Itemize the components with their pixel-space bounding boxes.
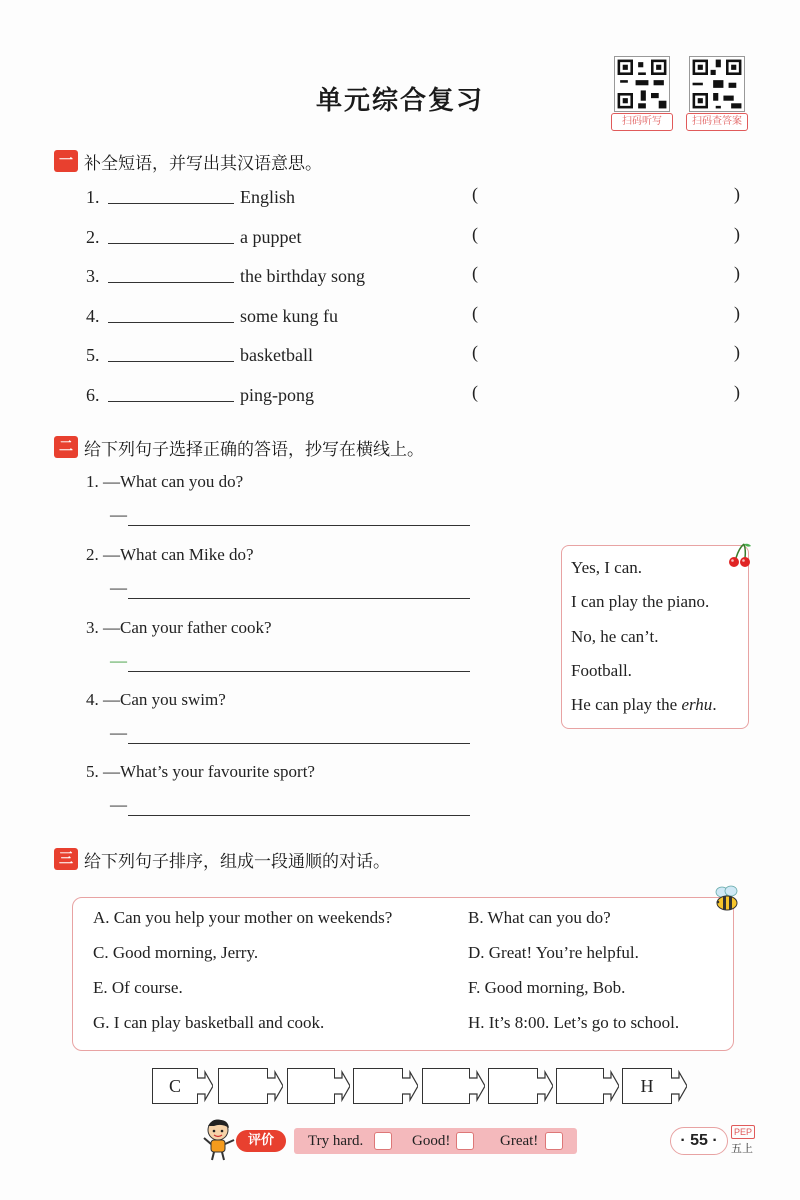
page-title: 单元综合复习	[315, 86, 484, 116]
paren-close: )	[734, 342, 740, 362]
question	[86, 618, 272, 638]
section-2-header	[54, 434, 424, 460]
order-box-8[interactable]: H	[622, 1068, 672, 1104]
fill-blank[interactable]	[108, 282, 234, 283]
phrase-text: some kung fu	[240, 306, 338, 326]
question-text: —Can you swim?	[103, 690, 226, 709]
answer-dash: —	[110, 723, 127, 742]
item-number: 4.	[86, 306, 100, 326]
arrow-right-icon	[603, 1068, 619, 1104]
question	[86, 762, 315, 782]
question	[86, 545, 254, 565]
answer-dash: —	[110, 578, 127, 597]
phrase-text: ping-pong	[240, 385, 314, 405]
arrow-right-icon	[402, 1068, 418, 1104]
arrow-right-icon	[537, 1068, 553, 1104]
evaluation-bar	[294, 1128, 577, 1154]
evaluation-label: 评价	[236, 1130, 286, 1152]
paren-close: )	[734, 224, 740, 244]
paren-close: )	[734, 382, 740, 402]
question-text: —What can you do?	[103, 472, 244, 491]
qr-code-dictation[interactable]	[614, 56, 670, 112]
phrase-text: the birthday song	[240, 266, 365, 286]
eval-option-try-hard: Try hard.	[308, 1133, 364, 1149]
question	[86, 690, 226, 710]
paren-open: (	[472, 382, 478, 402]
eval-checkbox-try-hard[interactable]	[374, 1132, 392, 1150]
item-number: 3.	[86, 618, 99, 637]
order-box-5[interactable]	[422, 1068, 470, 1104]
question-text: —Can your father cook?	[103, 618, 272, 637]
section-badge: 三	[54, 848, 78, 870]
question-text: —What can Mike do?	[103, 545, 254, 564]
section-1-header	[54, 148, 322, 174]
section-3-header	[54, 846, 390, 872]
answer-option: Yes, I can.	[571, 558, 642, 577]
page-number: · 55 ·	[670, 1127, 728, 1155]
phrase-row	[86, 342, 313, 366]
order-box-2[interactable]	[218, 1068, 268, 1104]
answer-option: Football.	[571, 661, 632, 680]
sentence-h: H. It’s 8:00. Let’s go to school.	[468, 1013, 680, 1032]
sentence-b: B. What can you do?	[468, 908, 611, 927]
phrase-row	[86, 382, 314, 406]
qr-code-answers[interactable]	[689, 56, 745, 112]
order-box-4[interactable]	[353, 1068, 403, 1104]
section-title: 给下列句子选择正确的答语，抄写在横线上。	[84, 439, 424, 460]
qr-label-dictation: 扫码听写	[611, 113, 673, 131]
cherry-icon	[726, 542, 752, 570]
section-badge: 一	[54, 150, 78, 172]
answer-option: I can play the piano.	[571, 592, 710, 611]
sentence-e: E. Of course.	[93, 978, 183, 997]
sentence-a: A. Can you help your mother on weekends?	[93, 908, 393, 927]
fill-blank[interactable]	[108, 361, 234, 362]
fill-blank[interactable]	[108, 203, 234, 204]
question	[86, 472, 243, 492]
item-number: 4.	[86, 690, 99, 709]
item-number: 5.	[86, 762, 99, 781]
item-number: 5.	[86, 345, 100, 365]
paren-open: (	[472, 263, 478, 283]
grade-label: 五上	[731, 1142, 753, 1155]
fill-blank[interactable]	[108, 243, 234, 244]
phrase-text: basketball	[240, 345, 313, 365]
question-text: —What’s your favourite sport?	[103, 762, 315, 781]
phrase-row	[86, 303, 338, 327]
section-title: 补全短语，并写出其汉语意思。	[84, 153, 322, 174]
bee-icon	[712, 884, 742, 914]
order-box-3[interactable]	[287, 1068, 335, 1104]
item-number: 6.	[86, 385, 100, 405]
answer-dash: —	[110, 505, 127, 524]
sentence-g: G. I can play basketball and cook.	[93, 1013, 325, 1032]
section-title: 给下列句子排序，组成一段通顺的对话。	[84, 851, 390, 872]
arrow-right-icon	[671, 1068, 687, 1104]
arrow-right-icon	[469, 1068, 485, 1104]
order-box-6[interactable]	[488, 1068, 538, 1104]
paren-open: (	[472, 303, 478, 323]
answer-option: He can play the erhu.	[571, 695, 717, 714]
phrase-row	[86, 184, 295, 208]
order-box-7[interactable]	[556, 1068, 604, 1104]
eval-checkbox-good[interactable]	[456, 1132, 474, 1150]
fill-blank[interactable]	[108, 322, 234, 323]
eval-checkbox-great[interactable]	[545, 1132, 563, 1150]
paren-open: (	[472, 224, 478, 244]
qr-label-answers: 扫码查答案	[686, 113, 748, 131]
sentence-c: C. Good morning, Jerry.	[93, 943, 259, 962]
paren-open: (	[472, 342, 478, 362]
eval-option-great: Great!	[500, 1133, 539, 1149]
phrase-row	[86, 224, 301, 248]
item-number: 1.	[86, 187, 100, 207]
paren-open: (	[472, 184, 478, 204]
edition-badge: PEP	[731, 1125, 755, 1139]
paren-close: )	[734, 303, 740, 323]
mascot-icon	[202, 1118, 236, 1162]
answer-dash: —	[110, 651, 127, 670]
item-number: 2.	[86, 545, 99, 564]
arrow-right-icon	[197, 1068, 213, 1104]
paren-close: )	[734, 184, 740, 204]
item-number: 3.	[86, 266, 100, 286]
arrow-right-icon	[334, 1068, 350, 1104]
item-number: 1.	[86, 472, 99, 491]
fill-blank[interactable]	[108, 401, 234, 402]
item-number: 2.	[86, 227, 100, 247]
phrase-text: English	[240, 187, 296, 207]
phrase-row	[86, 263, 365, 287]
answer-options-box	[561, 545, 749, 729]
answer-dash: —	[110, 795, 127, 814]
sentence-f: F. Good morning, Bob.	[468, 978, 626, 997]
section-badge: 二	[54, 436, 78, 458]
phrase-text: a puppet	[240, 227, 302, 247]
sentence-d: D. Great! You’re helpful.	[468, 943, 639, 962]
order-box-1[interactable]: C	[152, 1068, 198, 1104]
arrow-right-icon	[267, 1068, 283, 1104]
paren-close: )	[734, 263, 740, 283]
sentence-box	[72, 897, 734, 1051]
eval-option-good: Good!	[412, 1133, 451, 1149]
answer-option: No, he can’t.	[571, 627, 659, 646]
